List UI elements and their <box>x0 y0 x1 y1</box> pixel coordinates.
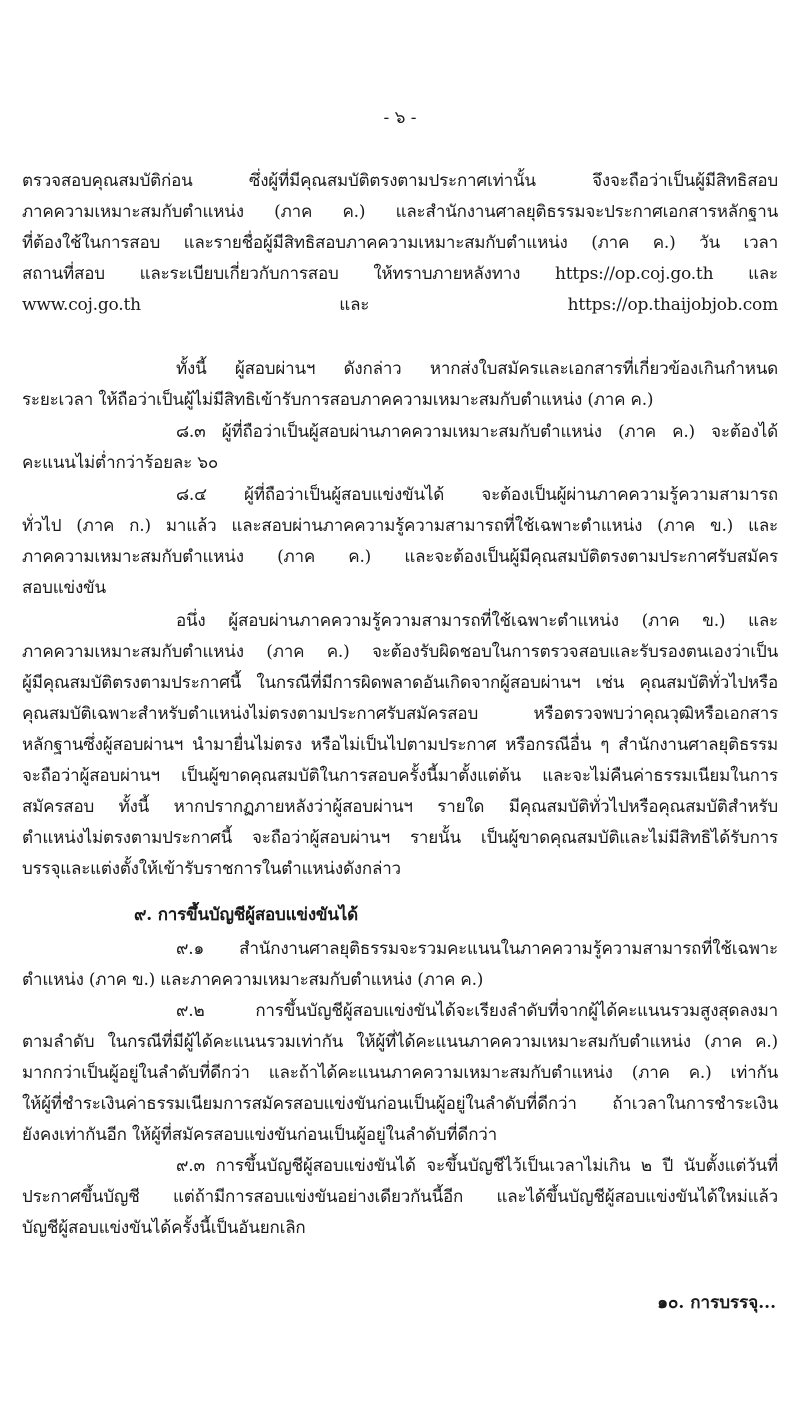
text-line: ตำแหน่งไม่ตรงตามประกาศนี้ จะถือว่าผู้สอบผ่านฯ รายนั้น เป็นผู้ขาดคุณสมบัติและไม่มีสิทธิได้รับการ <box>22 828 778 848</box>
text-line: ๙.๑ สำนักงานศาลยุติธรรมจะรวมคะแนนในภาคความรู้ความสามารถที่ใช้เฉพาะ <box>176 939 778 959</box>
page-number: - ๖ - <box>383 108 417 128</box>
text-line: ๙.๒ การขึ้นบัญชีผู้สอบแข่งขันได้จะเรียงลำดับที่จากผู้ได้คะแนนรวมสูงสุดลงมา <box>176 1001 778 1021</box>
text-line: สถานที่สอบ และระเบียบเกี่ยวกับการสอบ ให้ทราบภายหลังทาง https://op.coj.go.th และ <box>22 264 778 284</box>
text-line: ตรวจสอบคุณสมบัติก่อน ซึ่งผู้ที่มีคุณสมบัติตรงตามประกาศเท่านั้น จึงจะถือว่าเป็นผู้มีสิทธิสอบ <box>22 171 778 191</box>
text-line: ทั่วไป (ภาค ก.) มาแล้ว และสอบผ่านภาคความรู้ความสามารถที่ใช้เฉพาะตำแหน่ง (ภาค ข.) และ <box>22 516 778 536</box>
text-line: ภาคความเหมาะสมกับตำแหน่ง (ภาค ค.) จะต้องรับผิดชอบในการตรวจสอบและรับรองตนเองว่าเป็น <box>22 642 778 662</box>
text-line: หลักฐานซึ่งผู้สอบผ่านฯ นำมายื่นไม่ตรง หรือไม่เป็นไปตามประกาศ หรือกรณีอื่น ๆ สำนักงานศาลยุติธรรม <box>22 735 778 755</box>
text-line: บรรจุและแต่งตั้งให้เข้ารับราชการในตำแหน่งดังกล่าว <box>22 859 401 879</box>
text-line: ที่ต้องใช้ในการสอบ และรายชื่อผู้มีสิทธิสอบภาคความเหมาะสมกับตำแหน่ง (ภาค ค.) วัน เวลา <box>22 233 778 253</box>
text-line: อนึ่ง ผู้สอบผ่านภาคความรู้ความสามารถที่ใช้เฉพาะตำแหน่ง (ภาค ข.) และ <box>176 611 778 631</box>
text-line: ตามลำดับ ในกรณีที่มีผู้ได้คะแนนรวมเท่ากัน ให้ผู้ที่ได้คะแนนภาคความเหมาะสมกับตำแหน่ง (ภาค ค.) <box>22 1032 778 1052</box>
text-line: สอบแข่งขัน <box>22 578 106 598</box>
text-line: www.coj.go.th และ https://op.thaijobjob.com <box>22 295 778 315</box>
text-line: สมัครสอบ ทั้งนี้ หากปรากฏภายหลังว่าผู้สอบผ่านฯ รายใด มีคุณสมบัติทั่วไปหรือคุณสมบัติสำหรับ <box>22 797 778 817</box>
text-line <box>22 323 778 349</box>
continuation-note: ๑๐. การบรรจุ... <box>657 1293 776 1313</box>
text-line: ภาคความเหมาะสมกับตำแหน่ง (ภาค ค.) และสำนักงานศาลยุติธรรมจะประกาศเอกสารหลักฐาน <box>22 202 778 222</box>
text-line: มากกว่าเป็นผู้อยู่ในลำดับที่ดีกว่า และถ้าได้คะแนนภาคความเหมาะสมกับตำแหน่ง (ภาค ค.) เท่ากัน <box>22 1063 778 1083</box>
text-line: ให้ผู้ที่ชำระเงินค่าธรรมเนียมการสมัครสอบแข่งขันก่อนเป็นผู้อยู่ในลำดับที่ดีกว่า ถ้าเวลาในการชำระเงิน <box>22 1094 778 1114</box>
section-heading: ๙. การขึ้นบัญชีผู้สอบแข่งขันได้ <box>134 905 358 925</box>
text-line: จะถือว่าผู้สอบผ่านฯ เป็นผู้ขาดคุณสมบัติในการสอบครั้งนี้มาตั้งแต่ต้น และจะไม่คืนค่าธรรมเนียมในการ <box>22 766 778 786</box>
text-line: ๙.๓ การขึ้นบัญชีผู้สอบแข่งขันได้ จะขึ้นบัญชีไว้เป็นเวลาไม่เกิน ๒ ปี นับตั้งแต่วันที่ <box>176 1156 778 1176</box>
text-line: ตำแหน่ง (ภาค ข.) และภาคความเหมาะสมกับตำแหน่ง (ภาค ค.) <box>22 970 484 990</box>
text-line: ๘.๓ ผู้ที่ถือว่าเป็นผู้สอบผ่านภาคความเหมาะสมกับตำแหน่ง (ภาค ค.) จะต้องได้ <box>176 422 778 442</box>
text-line: คะแนนไม่ต่ำกว่าร้อยละ ๖๐ <box>22 453 219 473</box>
text-line: ระยะเวลา ให้ถือว่าเป็นผู้ไม่มีสิทธิเข้ารับการสอบภาคความเหมาะสมกับตำแหน่ง (ภาค ค.) <box>22 390 654 410</box>
text-line: ภาคความเหมาะสมกับตำแหน่ง (ภาค ค.) และจะต้องเป็นผู้มีคุณสมบัติตรงตามประกาศรับสมัคร <box>22 547 778 567</box>
text-line: ผู้มีคุณสมบัติตรงตามประกาศนี้ ในกรณีที่มีการผิดพลาดอันเกิดจากผู้สอบผ่านฯ เช่น คุณสมบัติทั่วไปหรือ <box>22 673 778 693</box>
text-line: ๘.๔ ผู้ที่ถือว่าเป็นผู้สอบแข่งขันได้ จะต้องเป็นผู้ผ่านภาคความรู้ความสามารถ <box>176 485 778 505</box>
text-line: ทั้งนี้ ผู้สอบผ่านฯ ดังกล่าว หากส่งใบสมัครและเอกสารที่เกี่ยวข้องเกินกำหนด <box>176 359 778 379</box>
text-line: คุณสมบัติเฉพาะสำหรับตำแหน่งไม่ตรงตามประกาศรับสมัครสอบ หรือตรวจพบว่าคุณวุฒิหรือเอกสาร <box>22 704 778 724</box>
text-line: ประกาศขึ้นบัญชี แต่ถ้ามีการสอบแข่งขันอย่างเดียวกันนี้อีก และได้ขึ้นบัญชีผู้สอบแข่งขันได้ใหม่แล้ว <box>22 1187 778 1207</box>
text-line: บัญชีผู้สอบแข่งขันได้ครั้งนี้เป็นอันยกเลิก <box>22 1218 306 1238</box>
text-line: ยังคงเท่ากันอีก ให้ผู้ที่สมัครสอบแข่งขันก่อนเป็นผู้อยู่ในลำดับที่ดีกว่า <box>22 1125 498 1145</box>
